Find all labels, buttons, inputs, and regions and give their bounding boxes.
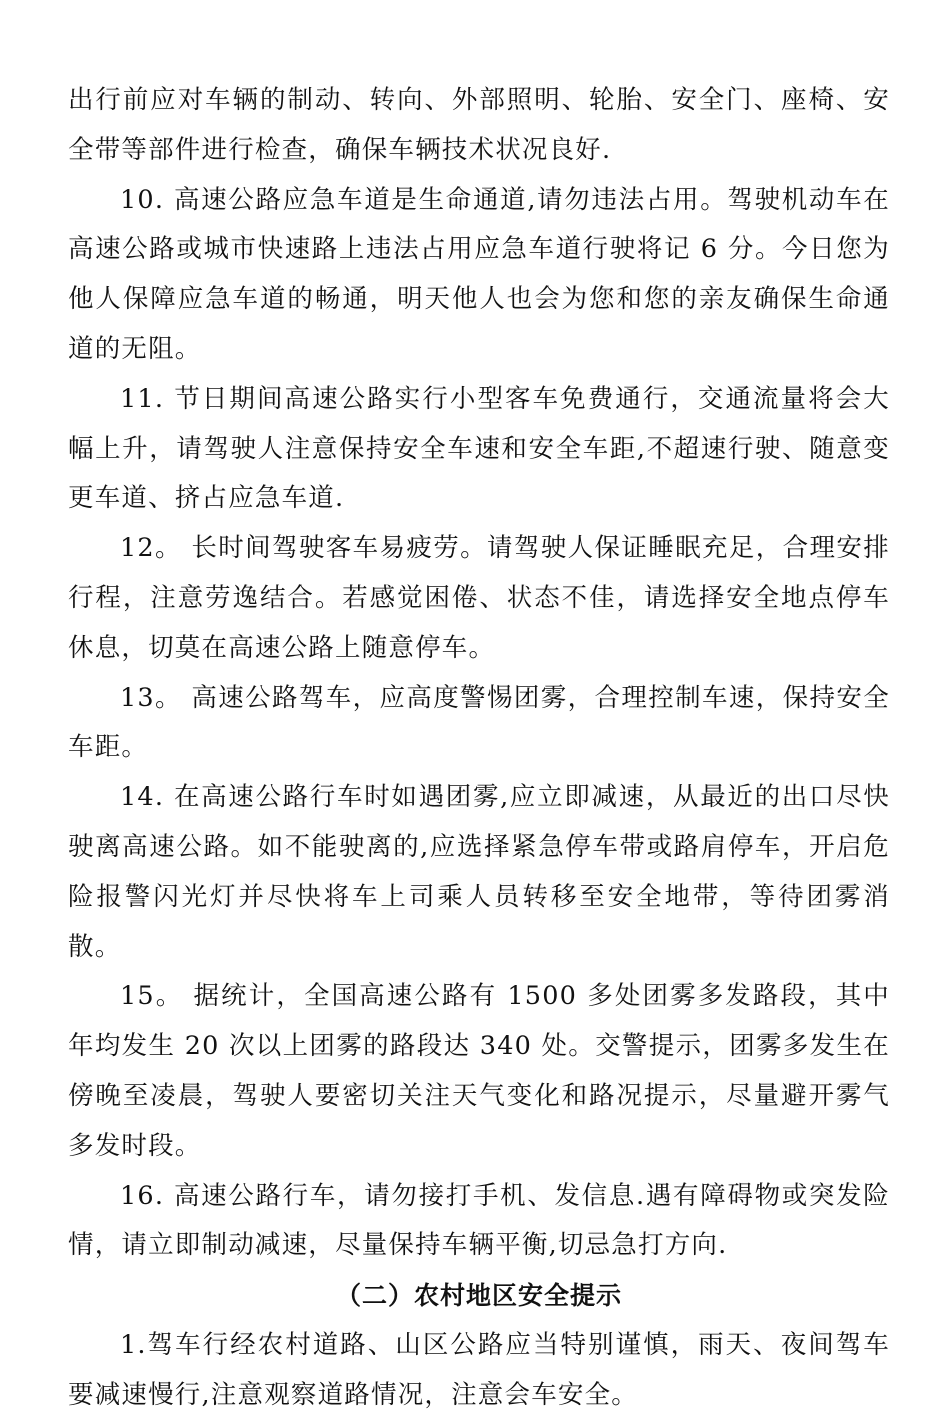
paragraph-item-16: 16. 高速公路行车，请勿接打手机、发信息.遇有障碍物或突发险情，请立即制动减速，尽量保持车辆平衡,切忌急打方向. xyxy=(68,1180,890,1261)
paragraph-item-14: 14. 在高速公路行车时如遇团雾,应立即减速，从最近的出口尽快驶离高速公路。如不能驶离的,应选择紧急停车带或路肩停车，开启危险报警闪光灯并尽快将车上司乘人员转移至安全地带，等待团雾消散。 xyxy=(68,782,890,962)
paragraph-item-12: 12。 长时间驾驶客车易疲劳。请驾驶人保证睡眠充足，合理安排行程，注意劳逸结合。若感觉困倦、状态不佳，请选择安全地点停车休息，切莫在高速公路上随意停车。 xyxy=(68,533,890,663)
paragraph-continuation: 出行前应对车辆的制动、转向、外部照明、轮胎、安全门、座椅、安全带等部件进行检查，确保车辆技术状况良好. xyxy=(68,85,890,165)
document-body xyxy=(68,76,890,1421)
paragraph-item-10: 10. 高速公路应急车道是生命通道,请勿违法占用。驾驶机动车在高速公路或城市快速路上违法占用应急车道行驶将记 6 分。今日您为他人保障应急车道的畅通，明天他人也会为您和您的亲友确保生命通道的无阻。 xyxy=(68,184,890,364)
section-heading: （二）农村地区安全提示 xyxy=(335,1281,622,1311)
paragraph-item-11: 11. 节日期间高速公路实行小型客车免费通行，交通流量将会大幅上升，请驾驶人注意保持安全车速和安全车距,不超速行驶、随意变更车道、挤占应急车道. xyxy=(68,383,890,514)
paragraph-item-13: 13。 高速公路驾车，应高度警惕团雾，合理控制车速，保持安全车距。 xyxy=(68,682,890,763)
paragraph-rural-item-1: 1.驾车行经农村道路、山区公路应当特别谨慎，雨天、夜间驾车要减速慢行,注意观察道路情况，注意会车安全。 xyxy=(68,1329,890,1410)
paragraph-item-15: 15。 据统计，全国高速公路有 1500 多处团雾多发路段，其中年均发生 20 次以上团雾的路段达 340 处。交警提示，团雾多发生在傍晚至凌晨，驾驶人要密切关注天气变化和路况提示，尽量避开雾气多发时段。 xyxy=(68,981,890,1161)
